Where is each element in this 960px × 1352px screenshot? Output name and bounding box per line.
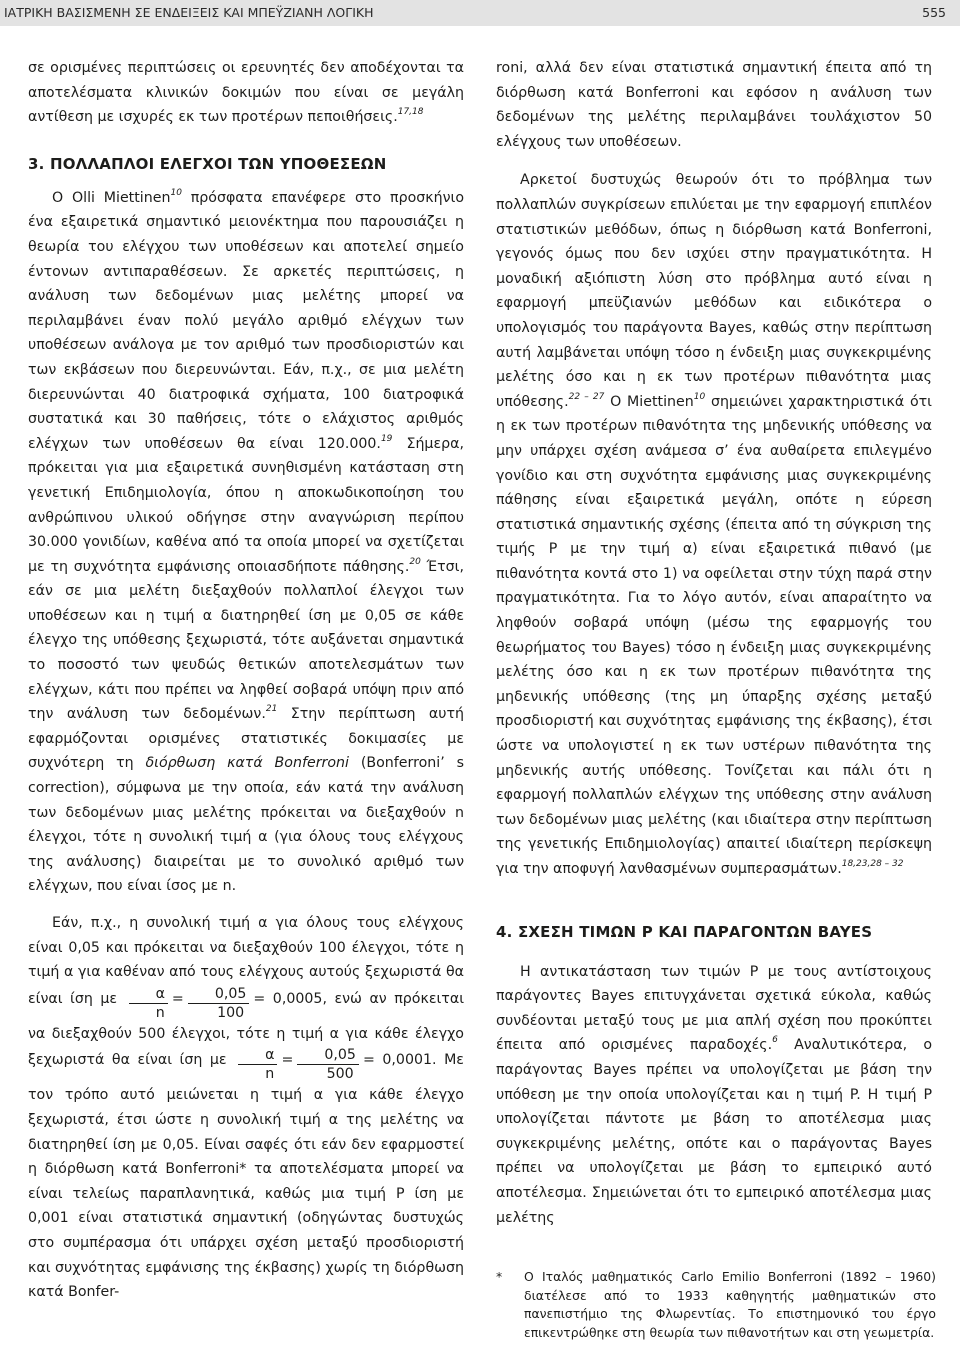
section-3-heading: 3. ΠΟΛΛΑΠΛΟΙ ΕΛΕΓΧΟΙ ΤΩΝ ΥΠΟΘΕΣΕΩΝ <box>28 154 387 173</box>
section-4-heading: 4. ΣΧΕΣΗ ΤΙΜΩΝ P ΚΑΙ ΠΑΡΑΓΟΝΤΩΝ BAYES <box>496 922 873 941</box>
paragraph-bonferroni-example: Εάν, π.χ., η συνολική τιμή α για όλους τους ελέγχους είναι 0,05 και πρόκειται να διεξαχθούν 100 έλεγχοι, τότε η τιμή α για καθέναν από τους ελέγχους αυτούς ξεχωριστά θα είναι ίση με $\frac{\alpha}{n}$ = $\frac{0,05}{100}$ = 0,0005, ενώ αν πρόκειται να διεξαχθούν 500 έλεγχοι, τότε η τιμή α για κάθε έλεγχο ξεχωριστά θα είναι ίση με $\frac{\alpha}{n}$ = $\frac{0,05}{500}$ = 0,0001. Με τον τρόπο αυτό μειώνεται η τιμή α για κάθε έλεγχο ξεχωριστά, έτσι ώστε η συνολική τιμή α της μελέτης να διατηρηθεί ίση με 0,05. Είναι σαφές ότι εάν δεν εφαρμοστεί η διόρθωση κατά Bonferroni* τα αποτελέσματα μπορεί να είναι τελείως παραπλανητικά, καθώς μια τιμή P ίση με 0,001 είναι στατιστικά σημαντική (οδηγώντας δυστυχώς στο συμπέρασμα ότι υπάρχει σχέση μεταξύ προσδιοριστή και συχνότητας εμφάνισης της έκβασης) χωρίς τη διόρθωση κατά Bonfer- <box>28 915 464 1301</box>
page-number: 555 <box>922 5 946 20</box>
fraction-0.05-over-500: $\frac{0,05}{500}$ <box>297 1046 359 1083</box>
left-column <box>28 56 464 1305</box>
running-title: ΙΑΤΡΙΚΗ ΒΑΣΙΣΜΕΝΗ ΣΕ ΕΝΔΕΙΞΕΙΣ ΚΑΙ ΜΠΕΫΖΙΑΝΗ ΛΟΓΙΚΗ <box>4 5 374 20</box>
paragraph-multiple-testing: Ο Olli Miettinen$^{10}$ πρόσφατα επανέφερε στο προσκήνιο ένα εξαιρετικά σημαντικό μειονέκτημα που παρουσιάζει η θεωρία του ελέγχου των υποθέσεων και αποτελεί σημείο έντονων αντιπαραθέσεων. Σε αρκετές περιπτώσεις, η ανάλυση των δεδομένων μιας μελέτης μπορεί να περιλαμβάνει έναν πολύ μεγάλο αριθμό ελέγχων των υποθέσεων ανάλογα με τον αριθμό των προσδιοριστών και των εκβάσεων που διερευνώνται. Εάν, π.χ., σε μια μελέτη διερευνώνται 40 διατροφικά σχήματα, 100 διατροφικά συστατικά και 30 παθήσεις, τότε ο ελάχιστος αριθμός ελέγχων των υποθέσεων θα είναι 120.000.19 Σήμερα, πρόκειται για μια εξαιρετικά συνηθισμένη κατάσταση στη γενετική Επιδημιολογία, όπου η αποκωδικοποίηση του ανθρώπινου υλικού οδήγησε στην αναγνώριση περίπου 30.000 γονιδίων, καθένα από τα οποία μπορεί να σχετίζεται με τη συχνότητα εμφάνισης οποιασδήποτε πάθησης.$^{20}$ Έτσι, εάν σε μια μελέτη διεξαχθούν πολλαπλοί έλεγχοι των υποθέσεων και η τιμή α διατηρηθεί ίση με 0,05 σε κάθε έλεγχο της υπόθεσης ξεχωριστά, τότε αυξάνεται σημαντικά το ποσοστό των ψευδώς θετικών αποτελεσμάτων των ελέγχων, κάτι που πρέπει να ληφθεί σοβαρά υπόψη πριν από την ανάλυση των δεδομένων.$^{21}$ Στην περίπτωση αυτή εφαρμόζονται ορισμένες στατιστικές δοκιμασίες με συχνότερη τη διόρθωση κατά Bonferroni (Bonferroni’ s correction), σύμφωνα με την οποία, εάν κατά την ανάλυση των δεδομένων μιας μελέτης πρόκειται να διεξαχθούν n έλεγχοι, τότε η συνολική τιμή α (για όλους τους ελέγχους της ανάλυσης) διαιρείται με το συνολικό αριθμό των ελέγχων, που είναι ίσος με n. <box>28 187 465 895</box>
paragraph-continuation-right: roni, αλλά δεν είναι στατιστικά σημαντική έπειτα από τη διόρθωση κατά Bonferroni και εφόσον η ανάλυση των δεδομένων της μελέτης περιλαμβάνει τουλάχιστον 50 ελέγχους των υποθέσεων. <box>496 60 932 150</box>
citation-ref: 17,18 <box>397 107 424 118</box>
fraction-alpha-over-n-2: $\frac{\alpha}{n}$ <box>238 1046 277 1083</box>
fraction-0.05-over-100: $\frac{0,05}{100}$ <box>188 985 250 1022</box>
footnote <box>496 1268 936 1342</box>
paragraph-bayes-solution: Αρκετοί δυστυχώς θεωρούν ότι το πρόβλημα των πολλαπλών συγκρίσεων επιλύεται με την εφαρμογή επιπλέον στατιστικών μεθόδων, όπως η διόρθωση κατά Bonferroni, γεγονός όμως που δεν ισχύει στην πραγματικότητα. Η μοναδική αξιόπιστη λύση στο πρόβλημα αυτό είναι η εφαρμογή μπεϋζιανών μεθόδων και ειδικότερα ο υπολογισμός του παράγοντα Bayes, καθώς στην περίπτωση αυτή λαμβάνεται υπόψη τόσο η ένδειξη μιας συγκεκριμένης μελέτης όσο και η εκ των προτέρων πιθανότητα μιας υπόθεσης.$^{22 - 27}$ Ο Miettinen$^{10}$ σημειώνει χαρακτηριστικά ότι η εκ των προτέρων πιθανότητα της μηδενικής υπόθεσης να μην υπάρχει σχέση ανάμεσα σ’ ένα αυθαίρετα επιλεγμένο γονίδιο και στη συχνότητα εμφάνισης μιας συγκεκριμένης πάθησης είναι εξαιρετικά μεγάλη, οπότε η εύρεση στατιστικά σημαντικής σχέσης (έπειτα από τη σύγκριση της τιμής P με την τιμή α) είναι εξαιρετικά πιθανό (με πιθανότητα κοντά στο 1) να οφείλεται στην τύχη παρά στην πραγματικότητα. Για το λόγο αυτόν, είναι απαραίτητο να ληφθούν σοβαρά υπόψη (μέσω της εφαρμογής του θεωρήματος του Bayes) τόσο η ένδειξη μιας συγκεκριμένης μελέτης όσο και η εκ των προτέρων πιθανότητα της μηδενικής υπόθεσης (της μη ύπαρξης σχέσης μεταξύ προσδιοριστή και συχνότητας εμφάνισης της έκβασης), έτσι ώστε να υπολογιστεί η εκ των υστέρων πιθανότητα της μηδενικής αυτής υπόθεσης. Τονίζεται και πάλι ότι η εφαρμογή πολλαπλών ελέγχων της υπόθεσης στην ανάλυση των δεδομένων μιας μελέτης (και ιδιαίτερα στην περίπτωση της γενετικής Επιδημιολογίας) απαιτεί ιδιαίτερη περίσκεψη για την αποφυγή λανθασμένων συμπερασμάτων.$^{18,23,28 - 32}$ <box>496 172 932 877</box>
paragraph-continuation: σε ορισμένες περιπτώσεις οι ερευνητές δεν αποδέχονται τα αποτελέσματα κλινικών δοκιμών που είναι σε μεγάλη αντίθεση με ισχυρές εκ των προτέρων πεποιθήσεις.$^{17,18}$ <box>28 60 464 126</box>
fraction-alpha-over-n: $\frac{\alpha}{n}$ <box>129 985 168 1022</box>
paragraph-p-values-bayes: Η αντικατάσταση των τιμών P με τους αντίστοιχους παράγοντες Bayes επιτυγχάνεται σχετικά εύκολα, καθώς συνδέονται μεταξύ τους με μια απλή σχέση που προκύπτει έπειτα από ορισμένες παραδοχές.$^6$ Αναλυτικότερα, ο παράγοντας Bayes πρέπει να υπολογίζεται με βάση την υπόθεση με την οποία υπολογίζεται και η τιμή P. Η τιμή P υπολογίζεται πάντοτε με βάση το αποτέλεσμα μιας συγκεκριμένης μελέτης, οπότε και ο παράγοντας Bayes πρέπει να υπολογίζεται με βάση το εμπειρικό αυτό αποτέλεσμα. Σημειώνεται ότι το εμπειρικό αποτέλεσμα μιας μελέτης <box>496 963 932 1226</box>
running-header <box>0 0 960 26</box>
bonferroni-term: διόρθωση κατά Bonferroni <box>145 755 349 772</box>
footnote-marker: * <box>496 1269 503 1284</box>
footnote-text: Ο Ιταλός μαθηματικός Carlo Emilio Bonferroni (1892 – 1960) διατέλεσε από το 1933 καθηγητής μαθηματικών στο πανεπιστήμιο της Φλωρεντίας. Το επιστημονικό του έργο επικεντρώθηκε στη θεωρία των πιθανοτήτων και στη γεωμετρία. <box>524 1269 936 1340</box>
right-column <box>496 56 932 1230</box>
